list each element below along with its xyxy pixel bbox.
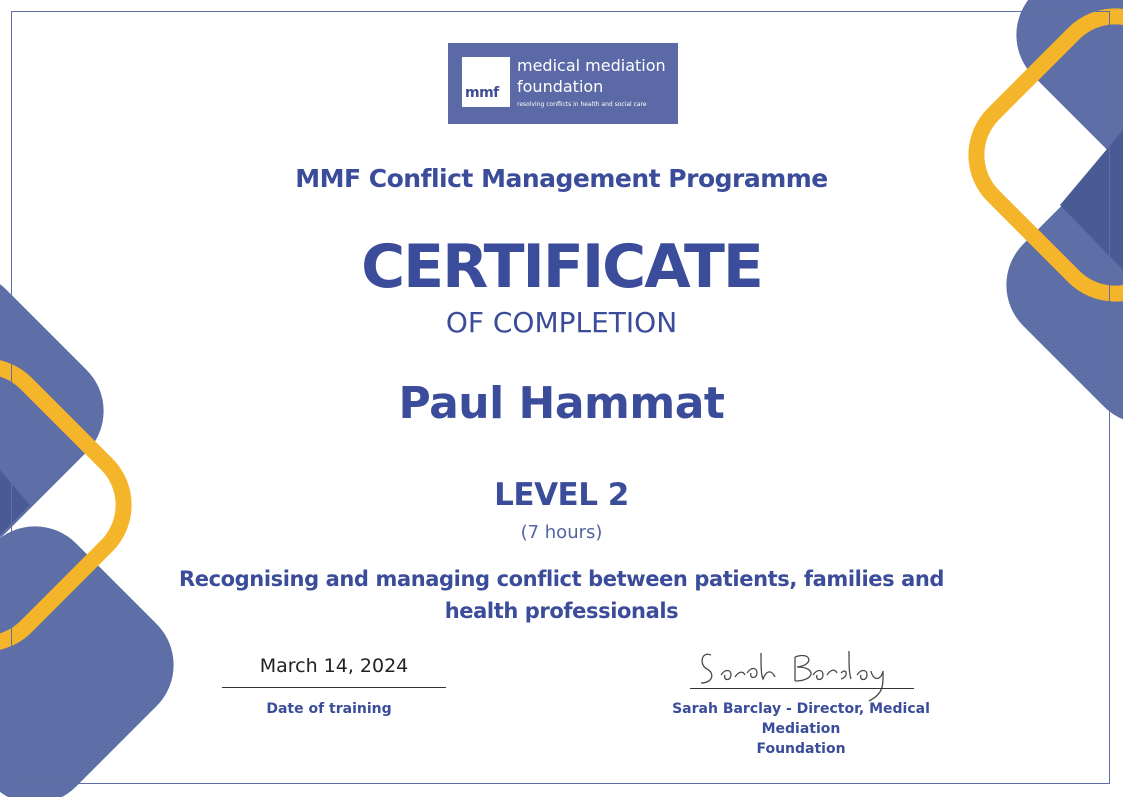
logo-name-line2: foundation xyxy=(517,77,604,96)
logo-tagline: resolving conflicts in health and social care xyxy=(517,101,647,108)
logo-mark-text: mmf xyxy=(465,85,499,101)
course-description-line2: health professionals xyxy=(444,599,679,623)
programme-title: MMF Conflict Management Programme xyxy=(295,164,828,193)
logo-name-line1: medical mediation xyxy=(517,56,666,75)
signatory-line2: Foundation xyxy=(756,741,846,757)
certificate-subheading: OF COMPLETION xyxy=(445,306,678,339)
course-hours: (7 hours) xyxy=(520,522,603,543)
signatory-label xyxy=(641,699,961,759)
signature-last-name xyxy=(795,651,883,701)
signatory-line1: Sarah Barclay - Director, Medical Mediation xyxy=(672,701,930,737)
mmf-logo-mark xyxy=(462,57,510,107)
recipient-name: Paul Hammat xyxy=(398,378,725,429)
course-description xyxy=(0,563,1123,627)
signature-first-name xyxy=(701,653,775,683)
mmf-logo xyxy=(448,43,678,124)
course-description-line1: Recognising and managing conflict between patients, families and xyxy=(178,567,945,591)
certificate-heading: CERTIFICATE xyxy=(361,232,762,302)
date-underline xyxy=(222,687,446,688)
date-label: Date of training xyxy=(266,701,392,717)
level-title: LEVEL 2 xyxy=(494,477,629,513)
training-date: March 14, 2024 xyxy=(259,655,409,677)
signature-underline xyxy=(690,688,914,689)
